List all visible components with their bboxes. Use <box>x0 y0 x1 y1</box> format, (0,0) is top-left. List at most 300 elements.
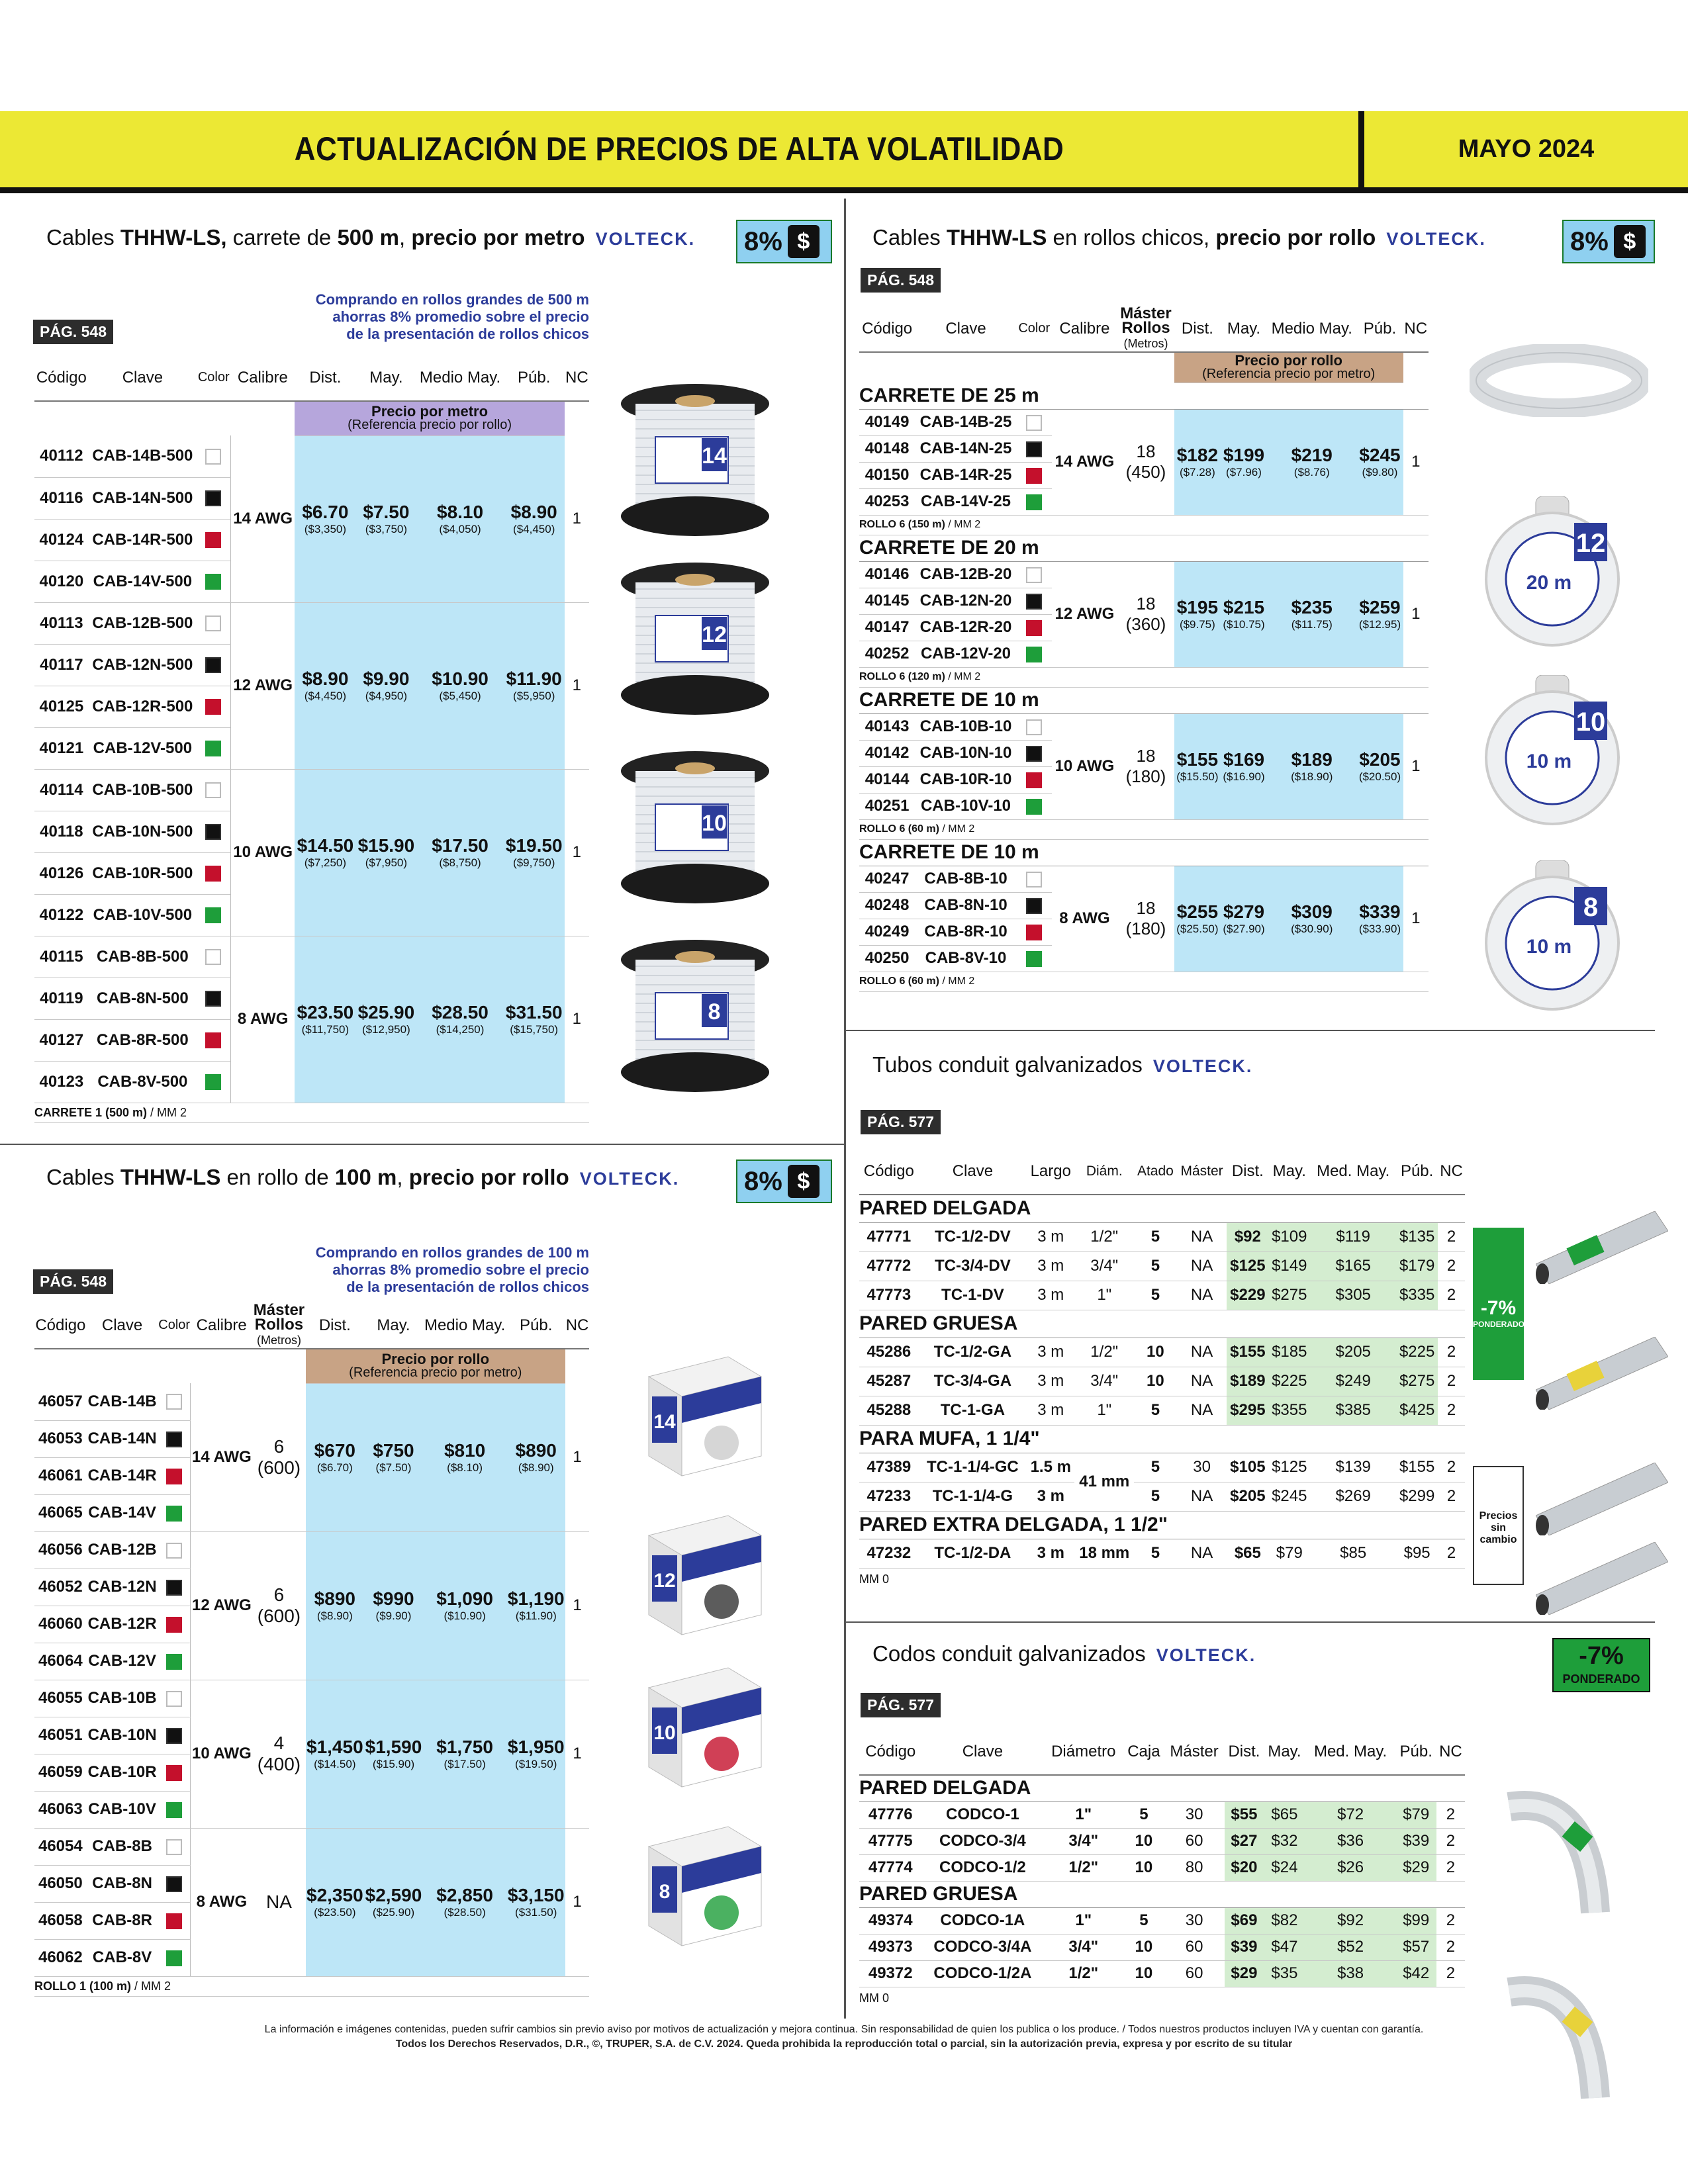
product-key: TC-3/4-DV <box>919 1251 1027 1281</box>
price-cell: $219 ($8.76) <box>1267 409 1356 515</box>
col-may: May. <box>364 1302 423 1349</box>
price-cell: $279 ($27.90) <box>1221 866 1267 972</box>
color-swatch-white <box>1026 567 1042 583</box>
product-key: CODCO-3/4A <box>921 1934 1043 1960</box>
color-swatch-white <box>166 1691 182 1707</box>
col-calibre: Calibre <box>230 355 295 401</box>
length: 3 m <box>1027 1539 1074 1568</box>
color-cell <box>158 1865 190 1902</box>
brand-logo: VOLTECK. <box>1386 229 1486 249</box>
table-row <box>859 866 1429 892</box>
issue-date: MAYO 2024 <box>1458 135 1595 163</box>
s1-discount-badge: 8% $ <box>736 220 832 263</box>
product-code: 40253 <box>859 488 915 515</box>
price-cell: $245 ($9.80) <box>1356 409 1403 515</box>
col-pub: Púb. <box>506 1302 565 1349</box>
conduit-tube-image <box>1536 1463 1668 1535</box>
price-pub: $57 <box>1396 1934 1436 1960</box>
color-cell <box>158 1939 190 1976</box>
color-swatch-green <box>1026 799 1042 815</box>
price-cell: $990 ($9.90) <box>364 1531 423 1680</box>
price-med: $38 <box>1305 1960 1396 1987</box>
color-cell <box>1017 462 1052 488</box>
product-code: 46060 <box>34 1606 87 1643</box>
col-caja: Caja <box>1123 1729 1164 1775</box>
col-codigo: Código <box>34 355 89 401</box>
color-swatch-green <box>166 1654 182 1670</box>
box: 10 <box>1123 1854 1164 1881</box>
col-nc: NC <box>565 355 589 401</box>
product-key: CAB-10B-10 <box>915 713 1017 740</box>
s1-heading: Cables THHW-LS, carrete de 500 m, precio por metro VOLTECK. <box>46 225 696 250</box>
master: NA <box>1177 1222 1227 1251</box>
price-pub: $179 <box>1396 1251 1438 1281</box>
bundle: 5 <box>1134 1222 1177 1251</box>
price-may: $32 <box>1264 1828 1305 1854</box>
product-key: CAB-12V <box>87 1643 158 1680</box>
spool-label: 10 <box>702 811 727 836</box>
product-key: TC-1/2-GA <box>919 1338 1027 1367</box>
product-key: CAB-10V-10 <box>915 793 1017 819</box>
product-key: CAB-12N-20 <box>915 588 1017 614</box>
price-cell: $199 ($7.96) <box>1221 409 1267 515</box>
product-key: CAB-10R-10 <box>915 766 1017 793</box>
color-swatch-black <box>1026 898 1042 914</box>
color-swatch-black <box>166 1876 182 1892</box>
color-swatch-red <box>1026 772 1042 788</box>
price-dist: $55 <box>1225 1801 1264 1828</box>
product-key: CAB-12N <box>87 1569 158 1606</box>
product-code: 46061 <box>34 1457 87 1494</box>
price-cell: $14.50 ($7,250) <box>295 769 355 936</box>
color-cell <box>1017 435 1052 462</box>
product-key: CAB-12V-20 <box>915 641 1017 667</box>
bundle: 10 <box>1134 1338 1177 1367</box>
product-code: 46064 <box>34 1643 87 1680</box>
product-key: CAB-8B <box>87 1828 158 1865</box>
color-swatch-black <box>166 1580 182 1596</box>
price-med: $305 <box>1310 1281 1396 1310</box>
product-key: CODCO-1/2 <box>921 1854 1043 1881</box>
box: 10 <box>1123 1960 1164 1987</box>
color-cell <box>1017 488 1052 515</box>
table-row <box>859 1222 1465 1251</box>
product-key: TC-1-DV <box>919 1281 1027 1310</box>
color-swatch-red <box>1026 620 1042 636</box>
color-swatch-green <box>1026 647 1042 662</box>
table-row <box>859 1367 1465 1396</box>
small-coil-image <box>1470 860 1635 1013</box>
col-may: May. <box>1221 306 1267 352</box>
price-cell: $11.90 ($5,950) <box>504 602 565 769</box>
box-label: 10 <box>653 1722 676 1744</box>
price-cell: $2,350 ($23.50) <box>306 1828 365 1976</box>
price-med: $72 <box>1305 1801 1396 1828</box>
bundle: 5 <box>1134 1453 1177 1482</box>
product-code: 40116 <box>34 477 89 519</box>
diameter: 3/4" <box>1043 1934 1123 1960</box>
product-key: TC-1/2-DV <box>919 1222 1027 1251</box>
color-cell <box>197 1019 230 1061</box>
gauge: 8 AWG <box>230 936 295 1103</box>
product-key: CAB-14R <box>87 1457 158 1494</box>
color-cell <box>197 602 230 644</box>
product-code: 46058 <box>34 1902 87 1939</box>
color-swatch-white <box>1026 872 1042 887</box>
price-pub: $99 <box>1396 1907 1436 1934</box>
color-swatch-red <box>166 1765 182 1781</box>
product-key: TC-1-1/4-GC <box>919 1453 1027 1482</box>
product-code: 47775 <box>859 1828 921 1854</box>
product-code: 40125 <box>34 686 89 727</box>
nc-value: 1 <box>565 435 589 602</box>
table-row <box>859 409 1429 435</box>
price-dist: $92 <box>1227 1222 1268 1251</box>
price-may: $149 <box>1268 1251 1310 1281</box>
spool-label: 14 <box>702 443 727 469</box>
product-key: CAB-12R-20 <box>915 614 1017 641</box>
diameter: 1/2" <box>1074 1338 1134 1367</box>
price-may: $225 <box>1268 1367 1310 1396</box>
master: 30 <box>1164 1801 1225 1828</box>
color-cell <box>197 644 230 686</box>
s4-table <box>859 1148 1465 1590</box>
product-key: CODCO-1A <box>921 1907 1043 1934</box>
col-color: Color <box>197 355 230 401</box>
product-code: 40126 <box>34 852 89 894</box>
product-key: CAB-12B-20 <box>915 561 1017 588</box>
column-divider <box>844 199 846 2019</box>
color-cell <box>1017 919 1052 945</box>
color-cell <box>1017 766 1052 793</box>
table-row <box>34 435 589 477</box>
color-cell <box>158 1383 190 1420</box>
product-key: TC-3/4-GA <box>919 1367 1027 1396</box>
diameter: 1" <box>1074 1396 1134 1425</box>
product-key: CAB-8R-10 <box>915 919 1017 945</box>
s3-heading: Cables THHW-LS en rollos chicos, precio por rollo VOLTECK. <box>872 225 1486 250</box>
product-code: 40121 <box>34 727 89 769</box>
bundle: 5 <box>1134 1251 1177 1281</box>
product-key: CAB-14B-500 <box>89 435 197 477</box>
cable-coil-image <box>1470 344 1648 417</box>
length: 3 m <box>1027 1338 1074 1367</box>
dollar-icon: $ <box>1614 225 1646 258</box>
cable-spool-image <box>616 556 774 728</box>
col-pub: Púb. <box>504 355 565 401</box>
box: 10 <box>1123 1828 1164 1854</box>
product-code: 47772 <box>859 1251 919 1281</box>
product-key: CAB-14V <box>87 1494 158 1531</box>
product-code: 40119 <box>34 978 89 1019</box>
product-code: 46057 <box>34 1383 87 1420</box>
product-key: CAB-8N-500 <box>89 978 197 1019</box>
master-cell: 18 (360) <box>1117 561 1174 667</box>
price-med: $385 <box>1310 1396 1396 1425</box>
price-cell: $1,090 ($10.90) <box>423 1531 507 1680</box>
diameter: 1/2" <box>1043 1960 1123 1987</box>
col-pub: Púb. <box>1396 1148 1438 1195</box>
coil-gauge-label: 10 <box>1575 707 1606 737</box>
gauge: 10 AWG <box>191 1680 253 1828</box>
s2-discount-badge: 8% $ <box>736 1160 832 1203</box>
product-key: CODCO-1 <box>921 1801 1043 1828</box>
color-cell <box>1017 945 1052 972</box>
brand-logo: VOLTECK. <box>595 229 696 249</box>
price-cell: $205 ($20.50) <box>1356 713 1403 819</box>
diameter: 3/4" <box>1074 1251 1134 1281</box>
table-footer: ROLLO 1 (100 m) / MM 2 <box>34 1976 589 1996</box>
cable-spool-image <box>616 933 774 1105</box>
price-pub: $135 <box>1396 1222 1438 1251</box>
price-cell: $31.50 ($15,750) <box>504 936 565 1103</box>
price-cell: $235 ($11.75) <box>1267 561 1356 667</box>
price-cell: $25.90 ($12,950) <box>355 936 416 1103</box>
table-row <box>34 936 589 978</box>
price-dist: $69 <box>1225 1907 1264 1934</box>
col-medio: Medio May. <box>416 355 503 401</box>
product-key: CAB-14N-500 <box>89 477 197 519</box>
banner-divider <box>1358 111 1364 187</box>
col-largo: Largo <box>1027 1148 1074 1195</box>
price-cell: $169 ($16.90) <box>1221 713 1267 819</box>
master: NA <box>1177 1367 1227 1396</box>
color-swatch-green <box>166 1802 182 1818</box>
price-med: $52 <box>1305 1934 1396 1960</box>
price-pub: $299 <box>1396 1482 1438 1511</box>
group-footer: ROLLO 6 (60 m) / MM 2 <box>859 972 1429 991</box>
color-swatch-black <box>205 490 221 506</box>
group-title: CARRETE DE 25 m <box>859 383 1429 409</box>
color-swatch-white <box>1026 415 1042 431</box>
product-key: CAB-14B-25 <box>915 409 1017 435</box>
product-code: 40118 <box>34 811 89 852</box>
col-diam: Diámetro <box>1043 1729 1123 1775</box>
price-cell: $1,450 ($14.50) <box>306 1680 365 1828</box>
price-may: $82 <box>1264 1907 1305 1934</box>
price-cell: $750 ($7.50) <box>364 1383 423 1531</box>
price-pub: $79 <box>1396 1801 1436 1828</box>
color-cell <box>158 1791 190 1828</box>
product-key: CAB-10V <box>87 1791 158 1828</box>
product-code: 40149 <box>859 409 915 435</box>
price-cell: $1,750 ($17.50) <box>423 1680 507 1828</box>
price-cell: $215 ($10.75) <box>1221 561 1267 667</box>
color-swatch-black <box>1026 746 1042 762</box>
brand-logo: VOLTECK. <box>1152 1056 1253 1076</box>
product-key: CAB-10B <box>87 1680 158 1717</box>
product-code: 49372 <box>859 1960 921 1987</box>
product-key: CAB-14N <box>87 1420 158 1457</box>
color-swatch-black <box>1026 594 1042 610</box>
product-code: 46063 <box>34 1791 87 1828</box>
nc-value: 2 <box>1438 1251 1465 1281</box>
product-code: 49373 <box>859 1934 921 1960</box>
coil-length-label: 20 m <box>1526 572 1572 594</box>
product-key: CAB-8V-10 <box>915 945 1017 972</box>
box-label: 12 <box>653 1570 676 1592</box>
price-pub: $29 <box>1396 1854 1436 1881</box>
s4-heading: Tubos conduit galvanizados VOLTECK. <box>872 1052 1253 1077</box>
price-may: $185 <box>1268 1338 1310 1367</box>
col-clave: Clave <box>87 1302 158 1349</box>
col-medio: Medio May. <box>423 1302 507 1349</box>
product-code: 40247 <box>859 866 915 892</box>
price-cell: $259 ($12.95) <box>1356 561 1403 667</box>
price-cell: $2,850 ($28.50) <box>423 1828 507 1976</box>
coil-gauge-label: 12 <box>1575 529 1606 558</box>
master: NA <box>1177 1482 1227 1511</box>
color-cell <box>1017 641 1052 667</box>
color-cell <box>197 1061 230 1103</box>
group-title: PARED EXTRA DELGADA, 1 1/2" <box>859 1511 1465 1539</box>
color-swatch-red <box>1026 925 1042 940</box>
color-swatch-black <box>205 991 221 1007</box>
s2-heading: Cables THHW-LS en rollo de 100 m, precio por rollo VOLTECK. <box>46 1165 680 1189</box>
table-row <box>859 1338 1465 1367</box>
product-code: 40127 <box>34 1019 89 1061</box>
color-swatch-red <box>205 532 221 548</box>
brand-logo: VOLTECK. <box>579 1169 680 1189</box>
gauge: 8 AWG <box>1052 866 1117 972</box>
col-codigo: Código <box>859 1148 919 1195</box>
bundle: 5 <box>1134 1281 1177 1310</box>
box-label: 14 <box>653 1411 676 1433</box>
price-pub: $335 <box>1396 1281 1438 1310</box>
product-key: TC-1/2-DA <box>919 1539 1027 1568</box>
color-cell <box>158 1569 190 1606</box>
product-key: CAB-10R <box>87 1754 158 1791</box>
product-key: CAB-10N <box>87 1717 158 1754</box>
s4-page-ref: PÁG. 577 <box>861 1110 941 1134</box>
length: 3 m <box>1027 1367 1074 1396</box>
cable-spool-image <box>616 745 774 917</box>
product-key: CAB-14V-25 <box>915 488 1017 515</box>
price-cell: $255 ($25.50) <box>1174 866 1221 972</box>
price-cell: $15.90 ($7,950) <box>355 769 416 936</box>
product-code: 40120 <box>34 561 89 602</box>
product-code: 45286 <box>859 1338 919 1367</box>
price-dist: $295 <box>1227 1396 1268 1425</box>
product-key: CAB-10R-500 <box>89 852 197 894</box>
nc-value: 1 <box>565 1531 589 1680</box>
nc-value: 1 <box>565 1828 589 1976</box>
bundle: 5 <box>1134 1539 1177 1568</box>
product-key: CAB-14N-25 <box>915 435 1017 462</box>
master-cell: 6 (600) <box>252 1383 305 1531</box>
gauge: 14 AWG <box>191 1383 253 1531</box>
nc-value: 2 <box>1436 1854 1465 1881</box>
color-swatch-white <box>166 1394 182 1410</box>
diameter: 18 mm <box>1074 1539 1134 1568</box>
col-dist: Dist. <box>1225 1729 1264 1775</box>
master-cell: 4 (400) <box>252 1680 305 1828</box>
color-cell <box>197 894 230 936</box>
price-cell: $670 ($6.70) <box>306 1383 365 1531</box>
master: 60 <box>1164 1828 1225 1854</box>
group-title: PARED DELGADA <box>859 1775 1465 1801</box>
s5-heading: Codos conduit galvanizados VOLTECK. <box>872 1641 1256 1666</box>
price-cell: $810 ($8.10) <box>423 1383 507 1531</box>
price-cell: $17.50 ($8,750) <box>416 769 503 936</box>
product-key: CAB-14V-500 <box>89 561 197 602</box>
product-key: CAB-10B-500 <box>89 769 197 811</box>
color-swatch-white <box>1026 719 1042 735</box>
color-cell <box>158 1606 190 1643</box>
conduit-tube-image <box>1536 1211 1668 1284</box>
col-master: Máster Rollos (Metros) <box>252 1302 305 1349</box>
master: NA <box>1177 1251 1227 1281</box>
color-swatch-red <box>166 1913 182 1929</box>
header-banner <box>0 111 1688 193</box>
bundle: 5 <box>1134 1396 1177 1425</box>
color-swatch-green <box>205 1074 221 1090</box>
product-key: CAB-8V-500 <box>89 1061 197 1103</box>
master-cell: 18 (450) <box>1117 409 1174 515</box>
s3-discount-badge: 8% $ <box>1562 220 1655 263</box>
price-dist: $65 <box>1227 1539 1268 1568</box>
product-key: CAB-8B-10 <box>915 866 1017 892</box>
product-key: TC-1-1/4-G <box>919 1482 1027 1511</box>
product-key: CAB-8N-10 <box>915 892 1017 919</box>
price-pub: $42 <box>1396 1960 1436 1987</box>
master-cell: NA <box>252 1828 305 1976</box>
table-row <box>859 1828 1465 1854</box>
brand-logo: VOLTECK. <box>1156 1645 1256 1665</box>
group-title: PARED GRUESA <box>859 1310 1465 1338</box>
group-title: PARED GRUESA <box>859 1881 1465 1907</box>
nc-value: 1 <box>1403 409 1429 515</box>
master: NA <box>1177 1281 1227 1310</box>
table-row <box>859 1801 1465 1828</box>
gauge: 12 AWG <box>1052 561 1117 667</box>
nc-value: 2 <box>1436 1907 1465 1934</box>
color-cell <box>197 435 230 477</box>
price-med: $26 <box>1305 1854 1396 1881</box>
product-code: 45288 <box>859 1396 919 1425</box>
price-dist: $39 <box>1225 1934 1264 1960</box>
product-code: 46051 <box>34 1717 87 1754</box>
col-nc: NC <box>1438 1148 1465 1195</box>
price-dist: $125 <box>1227 1251 1268 1281</box>
price-cell: $155 ($15.50) <box>1174 713 1221 819</box>
price-pub: $275 <box>1396 1367 1438 1396</box>
conduit-elbow-image <box>1496 1966 1628 2138</box>
table-row <box>859 561 1429 588</box>
diameter: 3/4" <box>1074 1367 1134 1396</box>
color-cell <box>1017 866 1052 892</box>
box-label: 8 <box>659 1881 671 1903</box>
nc-value: 1 <box>565 1383 589 1531</box>
price-may: $355 <box>1268 1396 1310 1425</box>
price-cell: $28.50 ($14,250) <box>416 936 503 1103</box>
color-swatch-green <box>205 907 221 923</box>
group-title: PARA MUFA, 1 1/4" <box>859 1425 1465 1453</box>
color-swatch-green <box>1026 494 1042 510</box>
color-swatch-red <box>205 1032 221 1048</box>
product-code: 46062 <box>34 1939 87 1976</box>
price-pub: $155 <box>1396 1453 1438 1482</box>
product-code: 47771 <box>859 1222 919 1251</box>
product-code: 47774 <box>859 1854 921 1881</box>
product-key: CAB-8N <box>87 1865 158 1902</box>
nc-value: 1 <box>1403 561 1429 667</box>
col-pub: Púb. <box>1396 1729 1436 1775</box>
group-title: CARRETE DE 10 m <box>859 687 1429 713</box>
color-swatch-black <box>166 1432 182 1447</box>
col-dist: Dist. <box>306 1302 365 1349</box>
product-key: CAB-8R <box>87 1902 158 1939</box>
